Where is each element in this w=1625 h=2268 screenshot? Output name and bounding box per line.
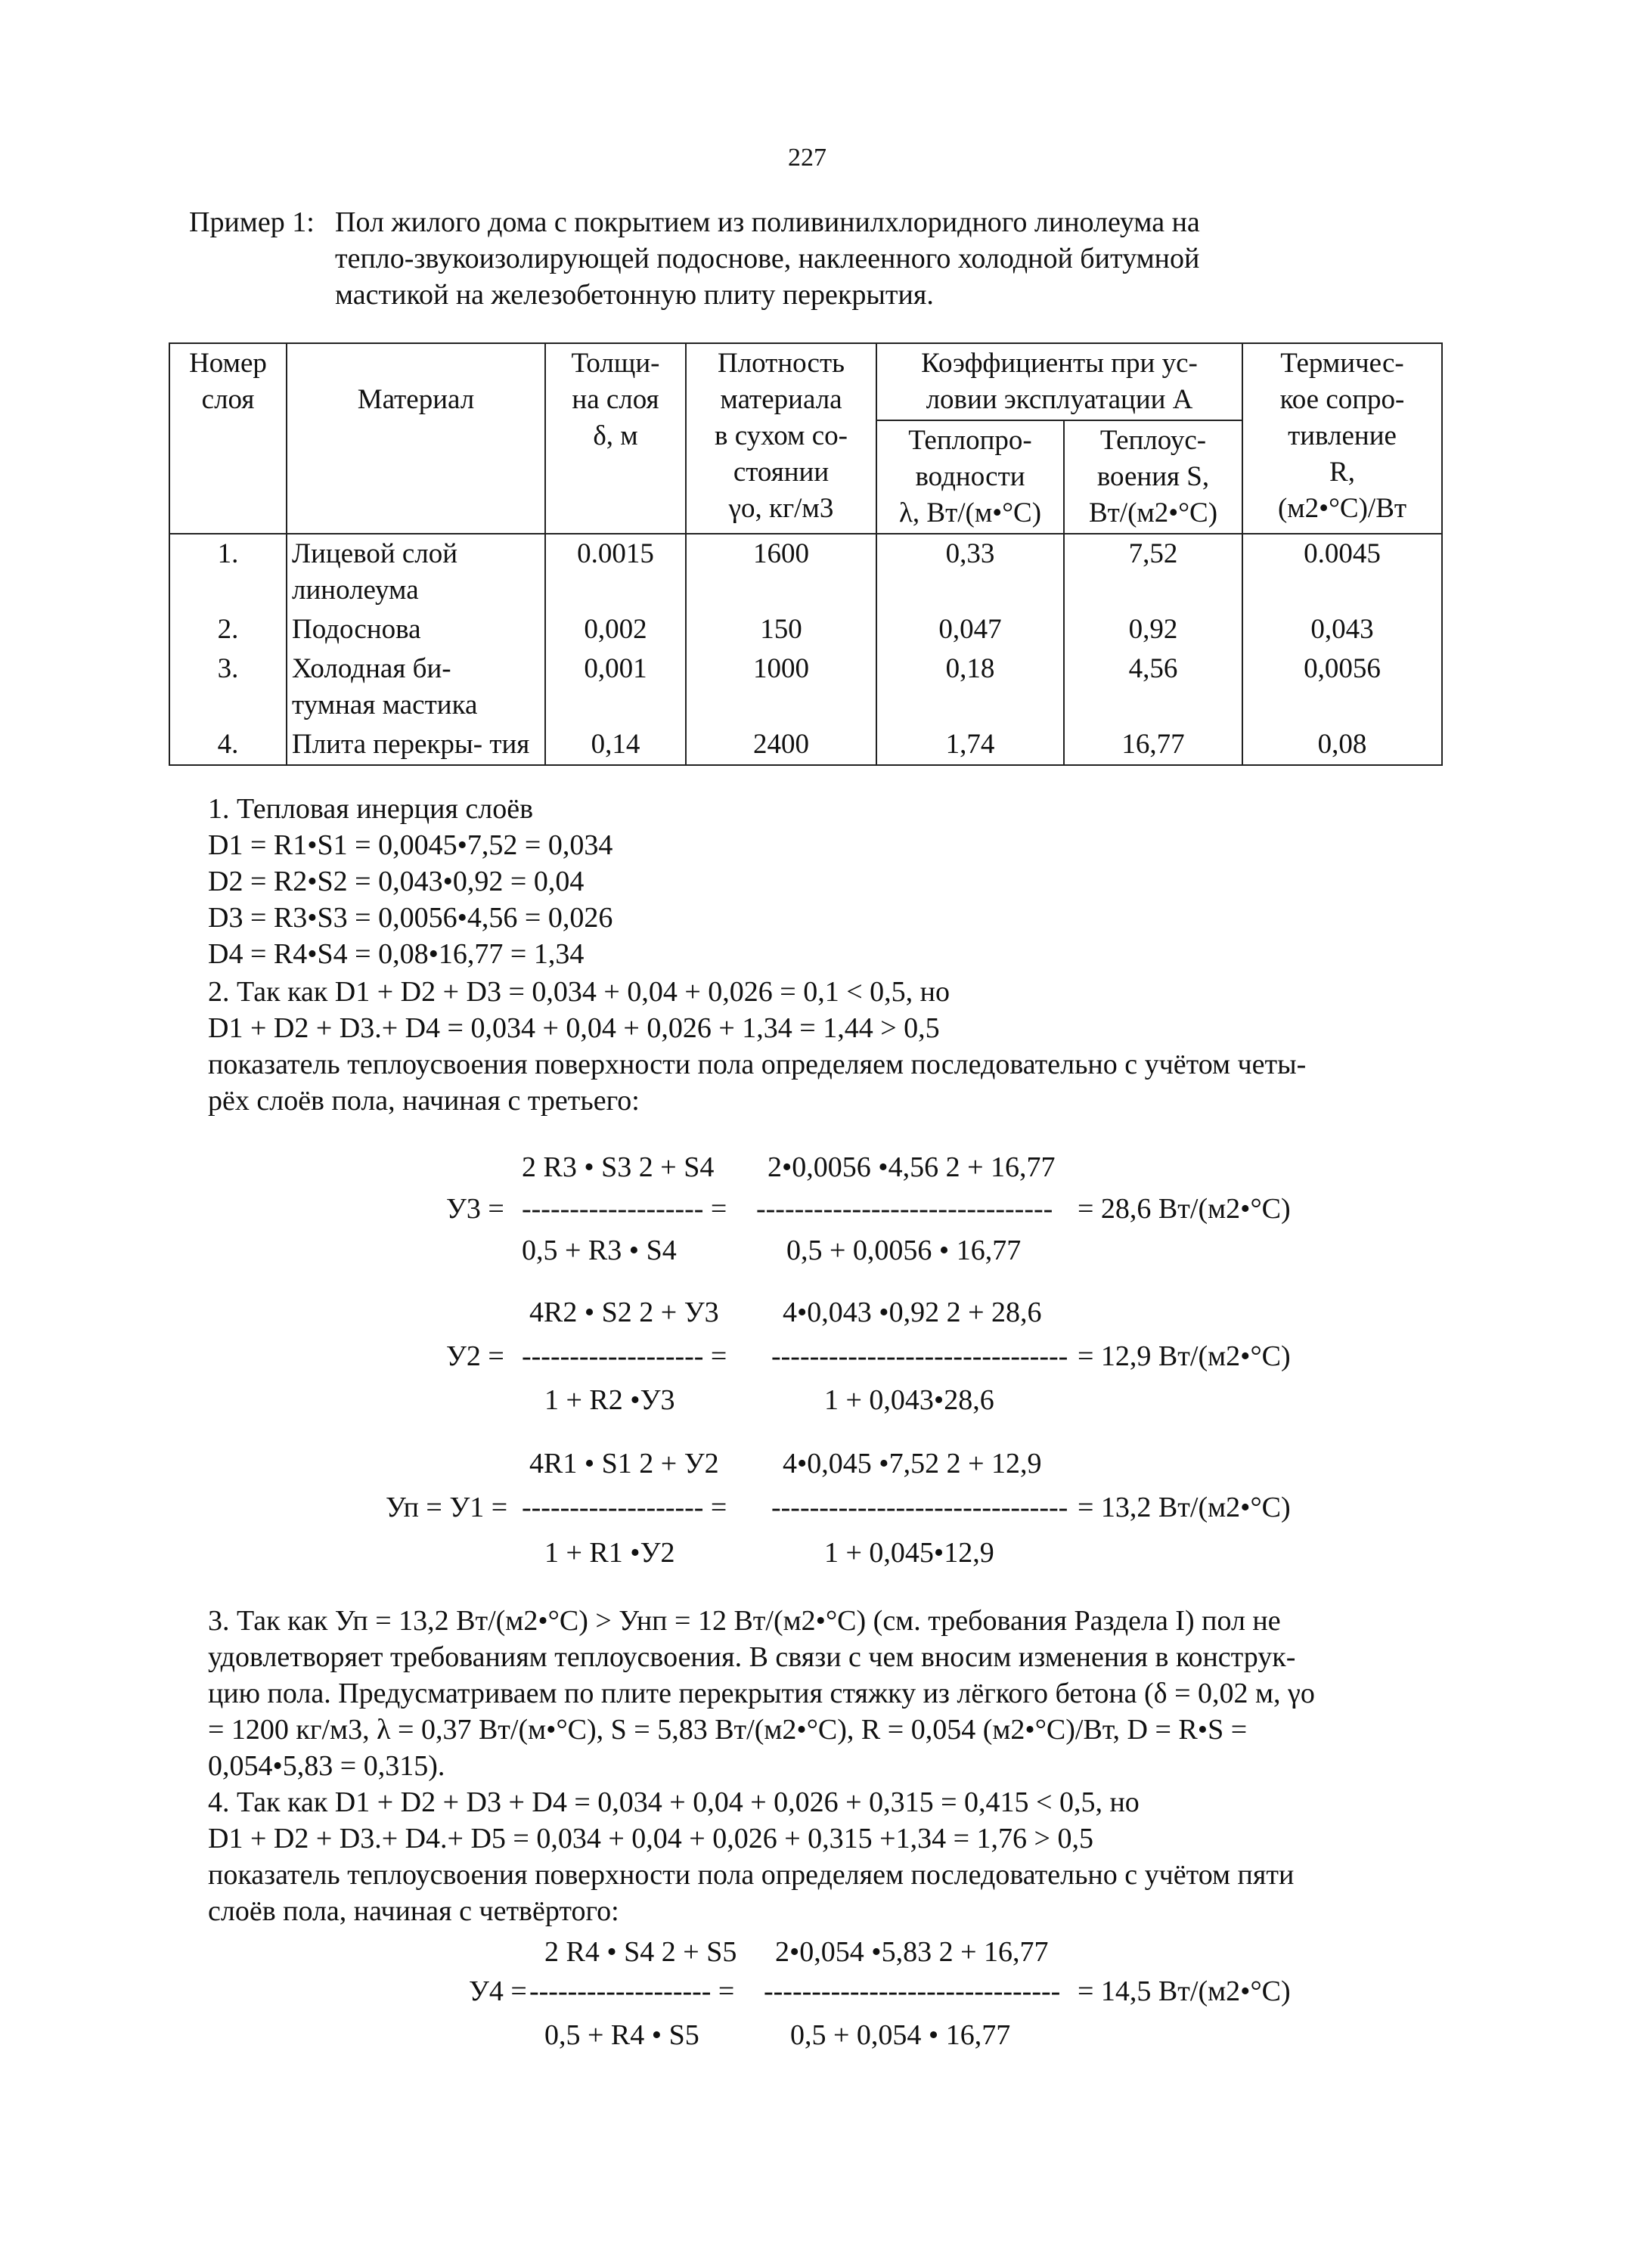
header-density: Плотность материала в сухом со- стоянии γo, кг/м3 (686, 343, 876, 534)
example-label: Пример 1: (189, 206, 315, 238)
section2-line-1: 2. Так как D1 + D2 + D3 = 0,034 + 0,04 + 0,026 = 0,1 < 0,5, но (208, 976, 950, 1008)
section3-line-1: 3. Так как Уп = 13,2 Вт/(м2•°С) > Унп = 12 Вт/(м2•°С) (см. требования Раздела I) пол не (208, 1605, 1281, 1637)
section3-line-4: = 1200 кг/м3, λ = 0,37 Вт/(м•°С), S = 5,83 Вт/(м2•°С), R = 0,054 (м2•°С)/Вт, D = R•S = (208, 1714, 1248, 1746)
header-layer-no: Номер слоя (169, 343, 287, 534)
section3-line-5: 0,054•5,83 = 0,315). (208, 1750, 445, 1782)
table-row: 1. Лицевой слой линолеума 0.0015 1600 0,33 7,52 0.0045 (169, 534, 1442, 610)
page-number: 227 (788, 144, 826, 172)
header-absorption: Теплоус- воения S, Вт/(м2•°С) (1064, 420, 1242, 534)
header-resistance: Термичес- кое сопро- тивление R, (м2•°С)/Вт (1242, 343, 1442, 534)
layers-table (169, 342, 1443, 766)
header-material: Материал (287, 343, 545, 534)
inertia-d3: D3 = R3•S3 = 0,0056•4,56 = 0,026 (208, 902, 613, 934)
section3-line-2: удовлетворяет требованиям теплоусвоения. В связи с чем вносим изменения в конструк- (208, 1641, 1296, 1673)
header-coefficients: Коэффициенты при ус- ловии эксплуатации А (876, 343, 1242, 420)
section2-line-2: D1 + D2 + D3.+ D4 = 0,034 + 0,04 + 0,026 + 1,34 = 1,44 > 0,5 (208, 1012, 940, 1044)
section2-line-4: рёх слоёв пола, начиная с третьего: (208, 1085, 640, 1117)
inertia-d2: D2 = R2•S2 = 0,043•0,92 = 0,04 (208, 866, 585, 897)
inertia-d4: D4 = R4•S4 = 0,08•16,77 = 1,34 (208, 938, 585, 970)
section3-line-3: цию пола. Предусматриваем по плите перекрытия стяжку из лёгкого бетона (δ = 0,02 м, γo (208, 1678, 1315, 1709)
example-line-3: мастикой на железобетонную плиту перекрытия. (335, 279, 934, 311)
inertia-d1: D1 = R1•S1 = 0,0045•7,52 = 0,034 (208, 829, 613, 861)
table-row: 4. Плита перекры- тия 0,14 2400 1,74 16,77 0,08 (169, 725, 1442, 765)
section4-line-4: слоёв пола, начиная с четвёртого: (208, 1895, 619, 1927)
table-row: 2. Подоснова 0,002 150 0,047 0,92 0,043 (169, 610, 1442, 649)
section1-heading: 1. Тепловая инерция слоёв (208, 793, 534, 825)
section2-line-3: показатель теплоусвоения поверхности пола определяем последовательно с учётом четы- (208, 1049, 1307, 1080)
header-conductivity: Теплопро- водности λ, Вт/(м•°С) (876, 420, 1064, 534)
section4-line-2: D1 + D2 + D3.+ D4.+ D5 = 0,034 + 0,04 + 0,026 + 0,315 +1,34 = 1,76 > 0,5 (208, 1823, 1093, 1854)
example-line-1: Пол жилого дома с покрытием из поливинилхлоридного линолеума на (335, 206, 1200, 238)
section4-line-1: 4. Так как D1 + D2 + D3 + D4 = 0,034 + 0,04 + 0,026 + 0,315 = 0,415 < 0,5, но (208, 1786, 1140, 1818)
example-line-2: тепло-звукоизолирующей подоснове, наклеенного холодной битумной (335, 243, 1200, 274)
section4-line-3: показатель теплоусвоения поверхности пола определяем последовательно с учётом пяти (208, 1859, 1295, 1891)
header-thickness: Толщи- на слоя δ, м (545, 343, 686, 534)
table-row: 3. Холодная би- тумная мастика 0,001 1000 0,18 4,56 0,0056 (169, 649, 1442, 725)
